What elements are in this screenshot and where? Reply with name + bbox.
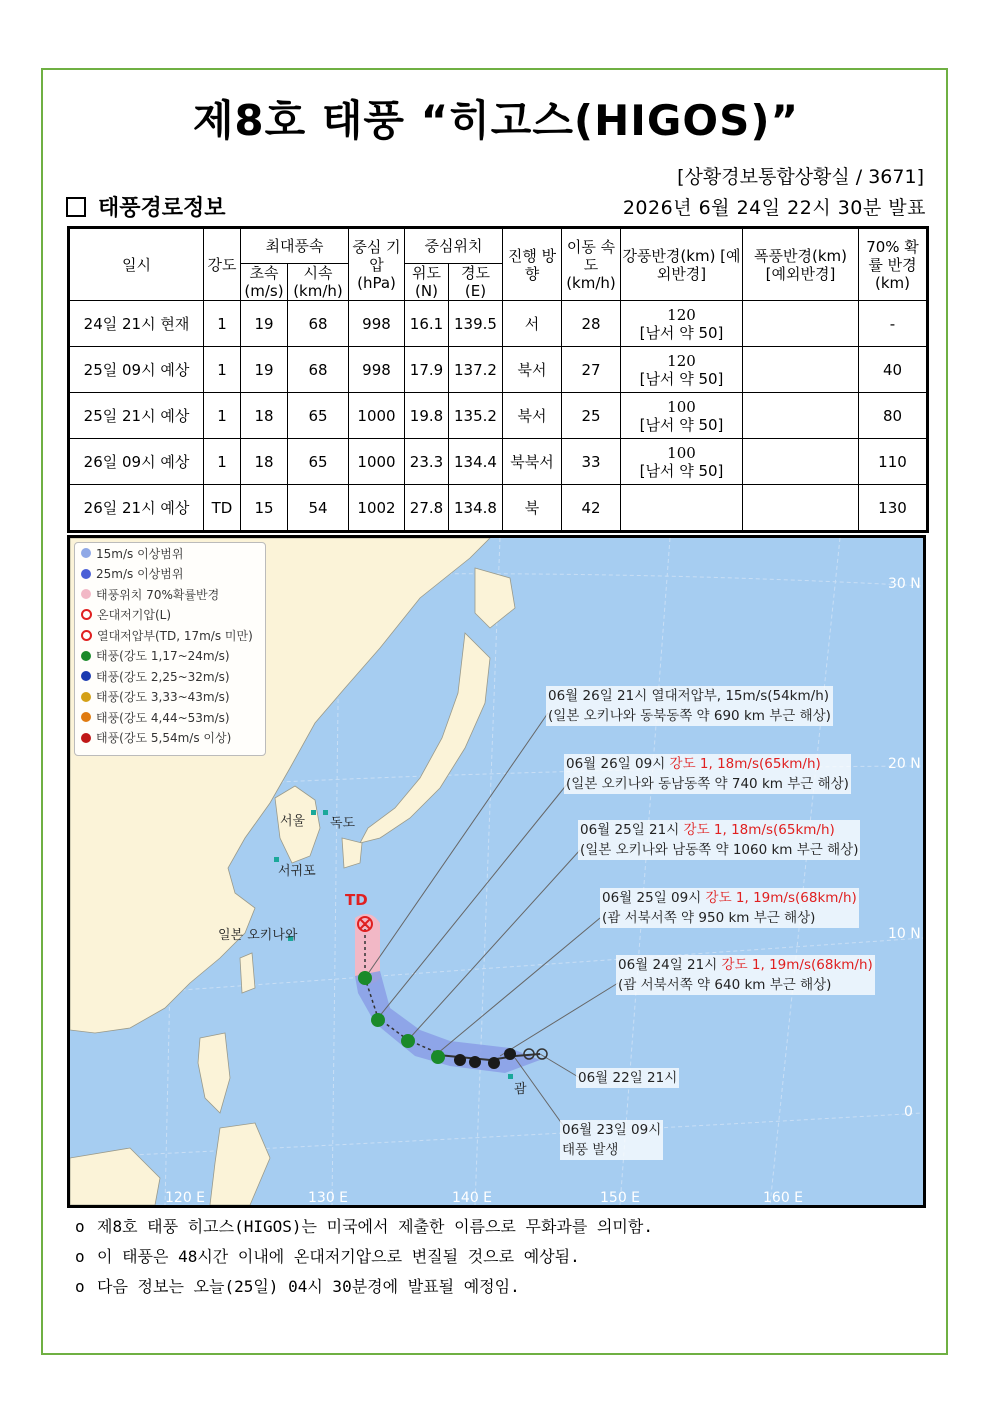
cell-datetime: 26일 09시 예상 — [69, 439, 204, 485]
formation-label — [560, 1120, 663, 1160]
cell-pressure: 998 — [349, 301, 405, 347]
cell-strong-radius — [621, 347, 743, 393]
cell-lon: 139.5 — [449, 301, 503, 347]
typhoon-marker-icon — [371, 1013, 385, 1027]
cell-prob-radius: 110 — [859, 439, 928, 485]
annotation-line1: 06월 25일 09시 강도 1, 19m/s(68km/h) — [602, 890, 857, 906]
legend-swatch-icon — [81, 712, 91, 722]
page-title: 제8호 태풍 “히고스(HIGOS)” — [192, 96, 800, 145]
office-label: [상황경보통합상황실 / 3671] — [677, 166, 924, 188]
lat-label: 30 N — [888, 576, 921, 592]
legend-item — [75, 605, 265, 626]
note-bullet: o — [75, 1277, 85, 1296]
checkbox-icon — [66, 197, 86, 217]
cell-direction: 북서 — [503, 347, 562, 393]
note-item — [75, 1212, 653, 1242]
cell-intensity: 1 — [204, 439, 241, 485]
annotation-line2: (괌 서북서쪽 약 950 km 부근 해상) — [602, 910, 816, 926]
table-row — [69, 393, 928, 439]
cell-datetime: 26일 21시 예상 — [69, 485, 204, 532]
header-lat: 위도 (N) — [405, 264, 449, 301]
cell-wind-ms: 15 — [241, 485, 288, 532]
guam-dot-icon — [508, 1074, 513, 1079]
cell-prob-radius: 130 — [859, 485, 928, 532]
annotation-line1: 06월 26일 21시 열대저압부, 15m/s(54km/h) — [548, 688, 830, 704]
place-seogwipo: 서귀포 — [278, 864, 316, 879]
cell-direction: 서 — [503, 301, 562, 347]
cell-lat: 27.8 — [405, 485, 449, 532]
legend-label: 온대저기압(L) — [97, 608, 172, 623]
legend-swatch-icon — [81, 569, 91, 579]
cell-prob-radius: 80 — [859, 393, 928, 439]
cell-speed: 33 — [562, 439, 621, 485]
header-pressure: 중심 기압 (hPa) — [349, 228, 405, 301]
header-max-wind: 최대풍속 — [241, 228, 349, 264]
annotation-line2: (일본 오키나와 동남동쪽 약 740 km 부근 해상) — [566, 776, 849, 792]
header-lon: 경도 (E) — [449, 264, 503, 301]
place-seoul: 서울 — [280, 814, 306, 829]
annotation-line1: 06월 25일 21시 강도 1, 18m/s(65km/h) — [580, 822, 835, 838]
cell-strong-radius — [621, 301, 743, 347]
section-title: 태풍경로정보 — [98, 196, 226, 221]
cell-strong-radius — [621, 439, 743, 485]
legend-label: 열대저압부(TD, 17m/s 미만) — [97, 628, 253, 643]
typhoon-marker-icon — [454, 1054, 466, 1066]
legend-swatch-icon — [81, 609, 92, 620]
cell-lon: 137.2 — [449, 347, 503, 393]
legend-item — [75, 543, 265, 564]
legend-label: 15m/s 이상범위 — [96, 546, 184, 561]
cell-direction: 북서 — [503, 393, 562, 439]
cell-strong-radius — [621, 393, 743, 439]
legend-label: 태풍(강도 3,33~43m/s) — [96, 690, 230, 705]
place-guam: 괌 — [514, 1082, 527, 1097]
header-speed: 이동 속도 (km/h) — [562, 228, 621, 301]
cell-datetime: 25일 09시 예상 — [69, 347, 204, 393]
cell-wind-ms: 19 — [241, 301, 288, 347]
td-label: TD — [345, 891, 368, 909]
header-datetime: 일시 — [69, 228, 204, 301]
header-strong-radius: 강풍반경(km) [예외반경] — [621, 228, 743, 301]
cell-lat: 23.3 — [405, 439, 449, 485]
legend-swatch-icon — [81, 589, 91, 599]
lon-label: 150 E — [600, 1190, 641, 1206]
cell-intensity: 1 — [204, 301, 241, 347]
cell-lon: 134.4 — [449, 439, 503, 485]
cell-pressure: 1002 — [349, 485, 405, 532]
note-bullet: o — [75, 1217, 85, 1236]
legend-swatch-icon — [81, 548, 91, 558]
cell-direction: 북 — [503, 485, 562, 532]
annotation-line2: (일본 오키나와 남동쪽 약 1060 km 부근 해상) — [580, 842, 859, 858]
cell-speed: 42 — [562, 485, 621, 532]
cell-datetime: 24일 21시 현재 — [69, 301, 204, 347]
map-legend — [74, 542, 266, 756]
header-wind-kmh: 시속 (km/h) — [288, 264, 349, 301]
cell-direction: 북북서 — [503, 439, 562, 485]
lon-label: 140 E — [452, 1190, 493, 1206]
cell-lat: 17.9 — [405, 347, 449, 393]
typhoon-marker-icon — [504, 1048, 516, 1060]
legend-item — [75, 564, 265, 585]
header-direction: 진행 방향 — [503, 228, 562, 301]
place-okinawa: 일본 오키나와 — [218, 928, 298, 943]
legend-swatch-icon — [81, 630, 92, 641]
cell-wind-ms: 18 — [241, 393, 288, 439]
track-annotation — [616, 955, 875, 995]
table-row — [69, 439, 928, 485]
note-item — [75, 1242, 653, 1272]
cell-strong-radius — [621, 485, 743, 532]
header-intensity: 강도 — [204, 228, 241, 301]
cell-wind-ms: 18 — [241, 439, 288, 485]
cell-storm-radius — [743, 485, 859, 532]
cell-wind-ms: 19 — [241, 347, 288, 393]
cell-lon: 135.2 — [449, 393, 503, 439]
cell-intensity: TD — [204, 485, 241, 532]
annotation-line2: (일본 오키나와 동북동쪽 약 690 km 부근 해상) — [548, 708, 831, 724]
cell-wind-kmh: 65 — [288, 439, 349, 485]
typhoon-marker-icon — [469, 1056, 481, 1068]
lat-label: 20 N — [888, 756, 921, 772]
typhoon-track-map — [67, 535, 926, 1208]
cell-pressure: 1000 — [349, 439, 405, 485]
note-bullet: o — [75, 1247, 85, 1266]
japan-kyushu — [342, 838, 362, 868]
dokdo-dot-icon — [323, 810, 328, 815]
strong-radius-value: 120 — [667, 305, 696, 324]
strong-radius-value: 100 — [667, 443, 696, 462]
legend-item — [75, 687, 265, 708]
strong-radius-exception: [남서 약 50] — [639, 369, 724, 388]
cell-speed: 27 — [562, 347, 621, 393]
cell-intensity: 1 — [204, 347, 241, 393]
legend-swatch-icon — [81, 671, 91, 681]
cell-lat: 19.8 — [405, 393, 449, 439]
cell-datetime: 25일 21시 예상 — [69, 393, 204, 439]
cell-wind-kmh: 65 — [288, 393, 349, 439]
lon-label: 120 E — [165, 1190, 206, 1206]
issued-time: 2026년 6월 24일 22시 30분 발표 — [622, 197, 926, 219]
cell-pressure: 1000 — [349, 393, 405, 439]
cell-prob-radius: 40 — [859, 347, 928, 393]
cell-storm-radius — [743, 439, 859, 485]
note-item — [75, 1272, 653, 1302]
strong-radius-value: 100 — [667, 397, 696, 416]
cell-pressure: 998 — [349, 347, 405, 393]
legend-label: 25m/s 이상범위 — [96, 567, 184, 582]
typhoon-marker-icon — [358, 971, 372, 985]
legend-item — [75, 625, 265, 646]
strong-radius-exception: [남서 약 50] — [639, 415, 724, 434]
legend-swatch-icon — [81, 692, 91, 702]
strong-radius-exception: [남서 약 50] — [639, 323, 724, 342]
section-header — [66, 191, 226, 222]
cell-storm-radius — [743, 301, 859, 347]
legend-label: 태풍(강도 5,54m/s 이상) — [96, 731, 232, 746]
formation-text: 태풍 발생 — [562, 1142, 619, 1158]
header-storm-radius: 폭풍반경(km) [예외반경] — [743, 228, 859, 301]
legend-label: 태풍(강도 1,17~24m/s) — [96, 649, 230, 664]
taiwan — [240, 953, 255, 993]
annotation-line1: 06월 24일 21시 강도 1, 19m/s(68km/h) — [618, 957, 873, 973]
track-annotation — [578, 820, 860, 860]
cell-speed: 25 — [562, 393, 621, 439]
track-annotation — [546, 686, 833, 726]
typhoon-info-table — [67, 226, 929, 533]
legend-swatch-icon — [81, 733, 91, 743]
typhoon-marker-icon — [488, 1057, 500, 1069]
annotation-line1: 06월 26일 09시 강도 1, 18m/s(65km/h) — [566, 756, 821, 772]
note-text: 다음 정보는 오늘(25일) 04시 30분경에 발표될 예정임. — [97, 1277, 520, 1296]
place-dokdo: 독도 — [330, 816, 356, 831]
header-prob-radius: 70% 확률 반경 (km) — [859, 228, 928, 301]
header-wind-ms: 초속 (m/s) — [241, 264, 288, 301]
cell-lon: 134.8 — [449, 485, 503, 532]
legend-label: 태풍(강도 4,44~53m/s) — [96, 710, 230, 725]
track-annotation — [564, 754, 851, 794]
cell-wind-kmh: 68 — [288, 347, 349, 393]
strong-radius-exception: [남서 약 50] — [639, 461, 724, 480]
lon-label: 160 E — [763, 1190, 804, 1206]
header-position: 중심위치 — [405, 228, 503, 264]
legend-label: 태풍위치 70%확률반경 — [96, 587, 220, 602]
table-row — [69, 485, 928, 532]
annotation-line2: (괌 서북서쪽 약 640 km 부근 해상) — [618, 977, 832, 993]
strong-radius-value: 120 — [667, 351, 696, 370]
cell-storm-radius — [743, 393, 859, 439]
track-annotation — [600, 888, 859, 928]
legend-swatch-icon — [81, 651, 91, 661]
cell-speed: 28 — [562, 301, 621, 347]
cell-wind-kmh: 68 — [288, 301, 349, 347]
note-text: 이 태풍은 48시간 이내에 온대저기압으로 변질될 것으로 예상됨. — [97, 1247, 580, 1266]
legend-item — [75, 707, 265, 728]
seoul-dot-icon — [311, 810, 316, 815]
lat-label: 0 — [904, 1104, 913, 1120]
table-row — [69, 347, 928, 393]
lat-label: 10 N — [888, 926, 921, 942]
table-row — [69, 301, 928, 347]
past-track-label: 06월 22일 21시 — [578, 1070, 678, 1086]
cell-wind-kmh: 54 — [288, 485, 349, 532]
legend-item — [75, 584, 265, 605]
legend-label: 태풍(강도 2,25~32m/s) — [96, 669, 230, 684]
typhoon-marker-icon — [401, 1034, 415, 1048]
legend-item — [75, 728, 265, 749]
cell-prob-radius: - — [859, 301, 928, 347]
notes — [75, 1212, 653, 1302]
cell-lat: 16.1 — [405, 301, 449, 347]
lon-label: 130 E — [308, 1190, 349, 1206]
legend-item — [75, 646, 265, 667]
cell-intensity: 1 — [204, 393, 241, 439]
note-text: 제8호 태풍 히고스(HIGOS)는 미국에서 제출한 이름으로 무화과를 의미함. — [97, 1217, 653, 1236]
typhoon-marker-icon — [431, 1050, 445, 1064]
legend-item — [75, 666, 265, 687]
formation-time: 06월 23일 09시 — [562, 1122, 662, 1138]
cell-storm-radius — [743, 347, 859, 393]
